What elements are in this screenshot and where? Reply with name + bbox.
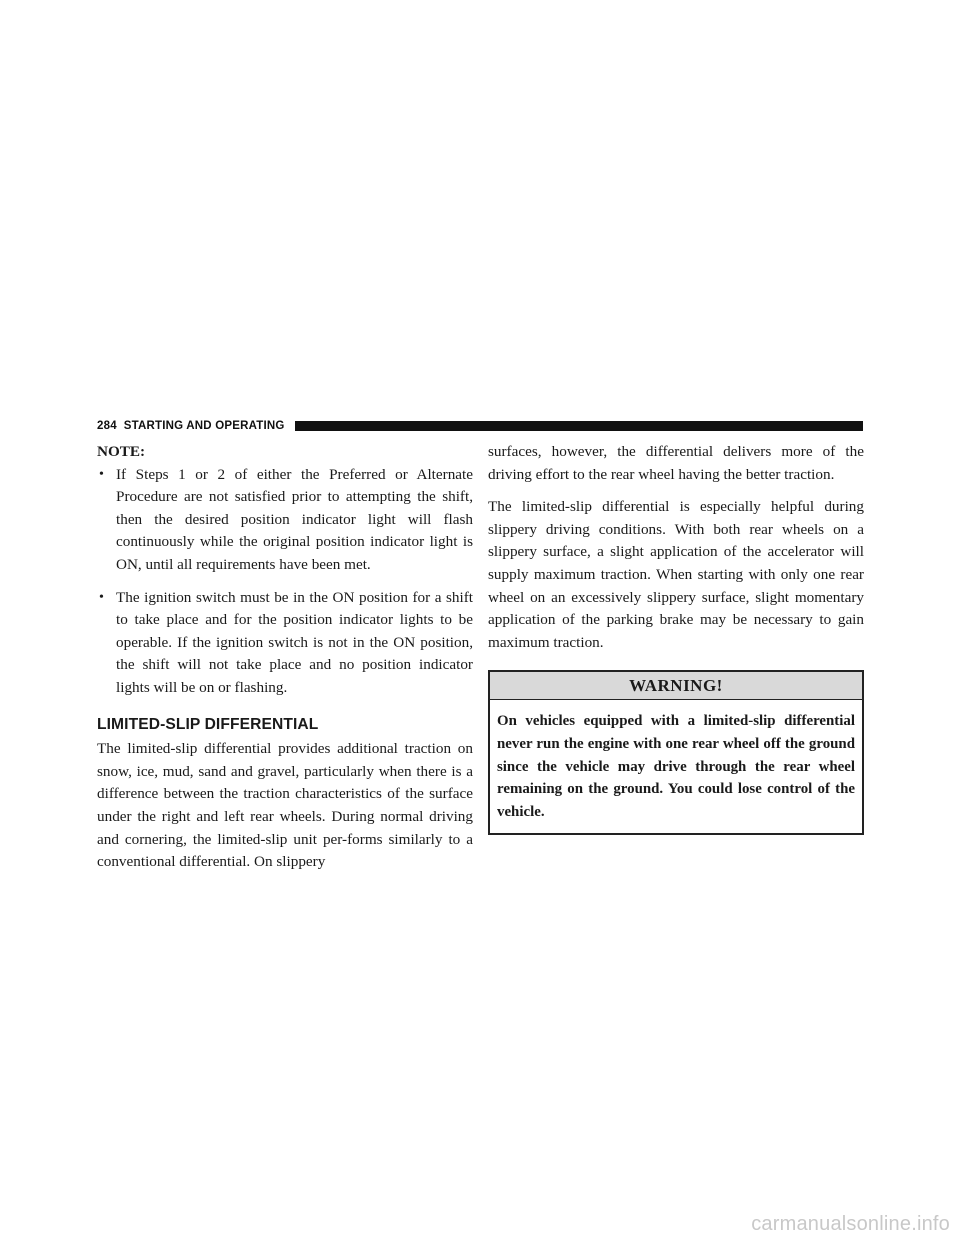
watermark: carmanualsonline.info [751, 1213, 950, 1235]
body-paragraph: The limited-slip differential provides additional traction on snow, ice, mud, sand and gravel, particularly when there is a difference between the traction characteristics of the surface under the right and left rear wheels. During normal driving and cornering, the limited-slip unit per-forms similarly to a conventional differential. On slippery [97, 740, 473, 871]
body-paragraph: surfaces, however, the differential delivers more of the driving effort to the rear wheel having the better traction. [488, 443, 864, 483]
note-bullet-item [97, 587, 473, 700]
bullet-icon: • [99, 589, 104, 605]
running-header [97, 418, 863, 434]
note-list [97, 464, 473, 700]
body-paragraph: The limited-slip differential is especially helpful during slippery driving conditions. With both rear wheels on a slippery surface, a slight application of the accelerator will supply maximum traction. When starting with only one rear wheel on an excessively slippery surface, slight momentary application of the parking brake may be necessary to gain maximum traction. [488, 498, 864, 651]
note-bullet-text: The ignition switch must be in the ON position for a shift to take place and for the position indicator lights to be operable. If the ignition switch is not in the ON position, the shift will not take place and no position indicator lights will be on or flashing. [116, 588, 473, 696]
warning-body: On vehicles equipped with a limited-slip differential never run the engine with one rear wheel off the ground since the vehicle may drive through the rear wheel remaining on the ground. You could lose control of the vehicle. [497, 713, 855, 820]
page-number: 284 [97, 420, 117, 432]
note-label: NOTE: [97, 443, 146, 460]
warning-title: WARNING! [490, 672, 862, 700]
note-bullet-text: If Steps 1 or 2 of either the Preferred or Alternate Procedure are not satisfied prior to attempting the shift, then the desired position indicator light will flash continuously while the original position indicator light is ON, until all requirements have been met. [116, 465, 473, 573]
left-column [97, 441, 473, 884]
warning-box [488, 670, 864, 835]
note-bullet-item [97, 464, 473, 577]
section-title: STARTING AND OPERATING [123, 420, 285, 432]
bullet-icon: • [99, 466, 104, 482]
header-rule [295, 421, 863, 431]
section-heading: LIMITED-SLIP DIFFERENTIAL [97, 715, 319, 733]
right-column [488, 441, 864, 835]
